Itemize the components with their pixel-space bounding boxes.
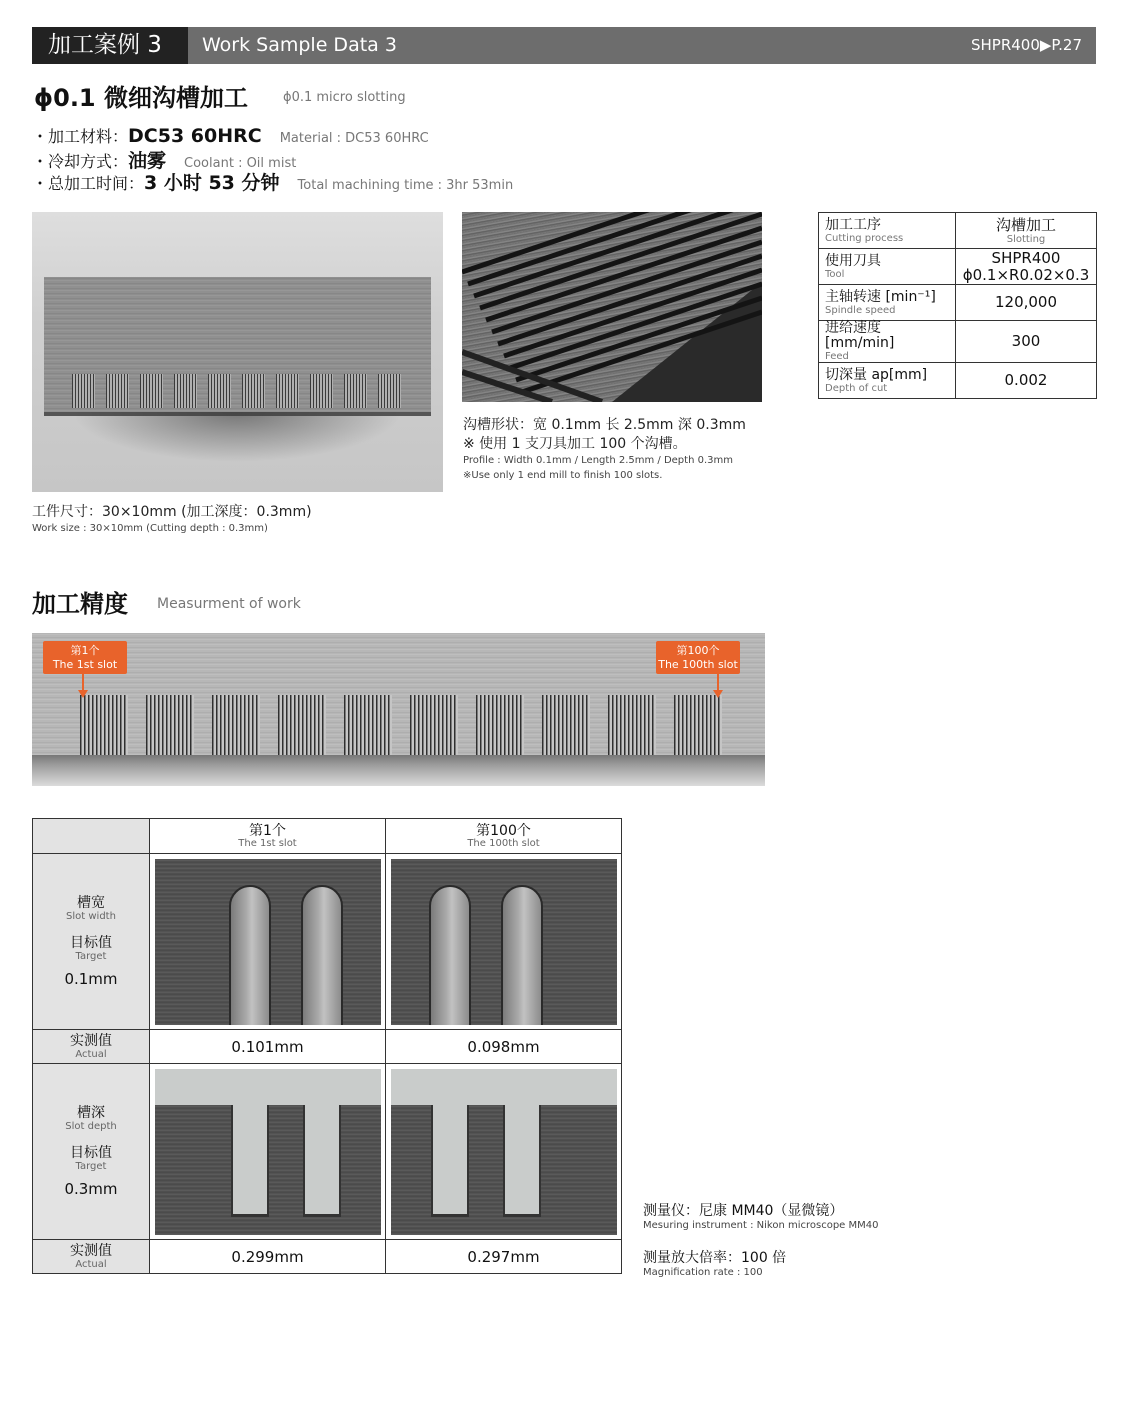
slot-overview-photo: [32, 633, 765, 786]
target-label-en: Target: [75, 950, 107, 962]
col-label: 第100个: [476, 822, 531, 839]
slot-shape: [429, 885, 471, 1025]
micro-image-cell: [386, 854, 622, 1030]
actual-label: 实测值: [70, 1032, 112, 1049]
section-title: 加工精度: [32, 590, 128, 618]
cond-value: 沟槽加工: [995, 215, 1056, 234]
micro-image-cell: [150, 854, 386, 1030]
slot-shape: [231, 1105, 269, 1217]
table-row: [33, 1030, 622, 1064]
spec-label: ・总加工时间：: [32, 174, 145, 193]
slot-shape: [229, 885, 271, 1025]
cond-label-en: Depth of cut: [825, 382, 888, 394]
slot-depth-micrograph: [155, 1069, 381, 1235]
spec-label: ・加工材料：: [32, 127, 129, 146]
slot-shape: [503, 1105, 541, 1217]
cond-label: 主轴转速 [min⁻¹]: [825, 288, 936, 305]
cond-label: 切深量 ap[mm]: [825, 366, 928, 383]
cond-value: 0.002: [956, 363, 1097, 399]
row-label: 槽宽: [77, 894, 105, 911]
table-row: [33, 1240, 622, 1274]
cond-label: 使用刀具: [825, 252, 881, 269]
slot-group: [344, 695, 392, 755]
col-label-en: The 1st slot: [238, 837, 297, 849]
slot-group: [276, 374, 299, 408]
spec-time: [32, 168, 513, 195]
page-reference: SHPR400▶P.27: [971, 36, 1082, 54]
slot-closeup-drawing: [462, 212, 762, 402]
profile-note-en: ※Use only 1 end mill to finish 100 slots.: [463, 470, 663, 481]
spec-en: Material : DC53 60HRC: [279, 131, 429, 146]
target-label: 目标值: [70, 934, 112, 951]
slot-group: [608, 695, 656, 755]
spec-en: Coolant : Oil mist: [184, 156, 297, 171]
tag-label-en: The 1st slot: [52, 658, 118, 671]
target-value: 0.3mm: [64, 1179, 118, 1198]
background-area: [391, 1069, 617, 1105]
slot-depth-micrograph: [391, 1069, 617, 1235]
cond-label: 进给速度 [mm/min]: [825, 320, 895, 351]
spec-en: Total machining time : 3hr 53min: [297, 178, 514, 193]
case-number: 加工案例 3: [32, 27, 188, 64]
slot-group: [278, 695, 326, 755]
slot-group: [378, 374, 401, 408]
actual-label-cell: [33, 1240, 150, 1274]
profile-caption-en: Profile : Width 0.1mm / Length 2.5mm / Depth 0.3mm: [463, 455, 733, 466]
depth-actual-first: 0.299mm: [150, 1240, 386, 1274]
section-title-en: Measurment of work: [157, 596, 301, 612]
table-row: [819, 213, 1097, 249]
cond-value-en: ϕ0.1×R0.02×0.3: [962, 265, 1090, 284]
slot-depth-label-cell: [33, 1064, 150, 1240]
spec-material: [32, 124, 429, 147]
slot-group: [208, 374, 231, 408]
table-row: [819, 249, 1097, 285]
col-header-first: [150, 819, 386, 854]
slot-group: [476, 695, 524, 755]
cutting-condition-table: [818, 212, 1097, 399]
slot-group: [140, 374, 163, 408]
last-slot-tag: [656, 641, 740, 674]
workpiece-shadow: [72, 412, 402, 462]
tag-label: 第100个: [676, 644, 720, 657]
spec-value: 油雾: [128, 150, 167, 172]
row-label-en: Slot depth: [65, 1120, 117, 1132]
work-size-caption-en: Work size : 30×10mm (Cutting depth : 0.3mm): [32, 523, 268, 534]
cond-value-en: Slotting: [1006, 233, 1046, 245]
row-label: 槽深: [77, 1104, 105, 1121]
slot-group: [72, 374, 95, 408]
cond-label-en: Spindle speed: [825, 304, 896, 316]
actual-label: 实测值: [70, 1242, 112, 1259]
width-actual-first: 0.101mm: [150, 1030, 386, 1064]
table-row: [33, 1064, 622, 1240]
work-size-caption: 工件尺寸：30×10mm (加工深度：0.3mm): [32, 504, 312, 520]
width-actual-last: 0.098mm: [386, 1030, 622, 1064]
slot-shape: [301, 885, 343, 1025]
slot-group: [674, 695, 722, 755]
slot-shape: [303, 1105, 341, 1217]
slot-group: [542, 695, 590, 755]
workpiece-block: [44, 277, 431, 416]
slot-group: [146, 695, 194, 755]
background-area: [155, 1069, 381, 1105]
actual-label-cell: [33, 1030, 150, 1064]
slot-shape: [501, 885, 543, 1025]
slot-group: [212, 695, 260, 755]
slot-group: [344, 374, 367, 408]
spec-value: DC53 60HRC: [128, 125, 262, 147]
target-value: 0.1mm: [64, 969, 118, 988]
spec-label: ・冷却方式：: [32, 152, 129, 171]
col-label: 第1个: [249, 822, 286, 839]
arrowhead-icon: [78, 690, 88, 698]
cond-value: SHPR400: [991, 248, 1061, 267]
cond-label-en: Feed: [825, 351, 849, 362]
workpiece-edge: [32, 755, 765, 786]
cond-label-en: Cutting process: [825, 232, 904, 244]
actual-label-en: Actual: [75, 1258, 107, 1270]
micro-image-cell: [386, 1064, 622, 1240]
table-header-row: [33, 819, 622, 854]
cond-label-en: Tool: [825, 268, 845, 280]
first-slot-tag: [43, 641, 127, 674]
slot-width-micrograph: [155, 859, 381, 1025]
table-row: [819, 363, 1097, 399]
corner-cell: [33, 819, 150, 854]
col-label-en: The 100th slot: [467, 837, 540, 849]
col-header-last: [386, 819, 622, 854]
header-bar: [32, 27, 1096, 64]
target-label-en: Target: [75, 1160, 107, 1172]
slot-width-micrograph: [391, 859, 617, 1025]
spec-value: 3 小时 53 分钟: [144, 172, 280, 194]
instrument-note: 测量仪：尼康 MM40（显微镜）: [643, 1203, 844, 1219]
slot-shape: [431, 1105, 469, 1217]
slot-group: [410, 695, 458, 755]
micro-image-cell: [150, 1064, 386, 1240]
header-title: Work Sample Data 3: [202, 34, 397, 56]
slot-width-label-cell: [33, 854, 150, 1030]
page-title: ϕ0.1 微细沟槽加工: [34, 84, 248, 112]
tag-label: 第1个: [70, 644, 100, 657]
slot-group: [174, 374, 197, 408]
measurement-table: [32, 818, 622, 1274]
instrument-note-en: Mesuring instrument : Nikon microscope MM40: [643, 1220, 879, 1231]
tag-label-en: The 100th slot: [658, 658, 738, 671]
cond-value: 300: [956, 321, 1097, 363]
row-label-en: Slot width: [66, 910, 116, 922]
profile-caption: 沟槽形状：宽 0.1mm 长 2.5mm 深 0.3mm: [463, 417, 746, 433]
depth-actual-last: 0.297mm: [386, 1240, 622, 1274]
profile-note: ※ 使用 1 支刀具加工 100 个沟槽。: [463, 436, 687, 452]
cond-label: 加工工序: [825, 216, 881, 233]
magnification-note: 测量放大倍率：100 倍: [643, 1250, 787, 1266]
workpiece-photo: [32, 212, 443, 492]
slot-group: [106, 374, 129, 408]
target-label: 目标值: [70, 1144, 112, 1161]
slot-closeup-photo: [462, 212, 762, 402]
table-row: [819, 285, 1097, 321]
slot-group: [80, 695, 128, 755]
slot-group: [310, 374, 333, 408]
arrowhead-icon: [713, 690, 723, 698]
table-row: [819, 321, 1097, 363]
table-row: [33, 854, 622, 1030]
page-title-en: ϕ0.1 micro slotting: [283, 90, 406, 105]
cond-value: 120,000: [956, 285, 1097, 321]
magnification-note-en: Magnification rate : 100: [643, 1267, 763, 1278]
slot-group: [242, 374, 265, 408]
actual-label-en: Actual: [75, 1048, 107, 1060]
